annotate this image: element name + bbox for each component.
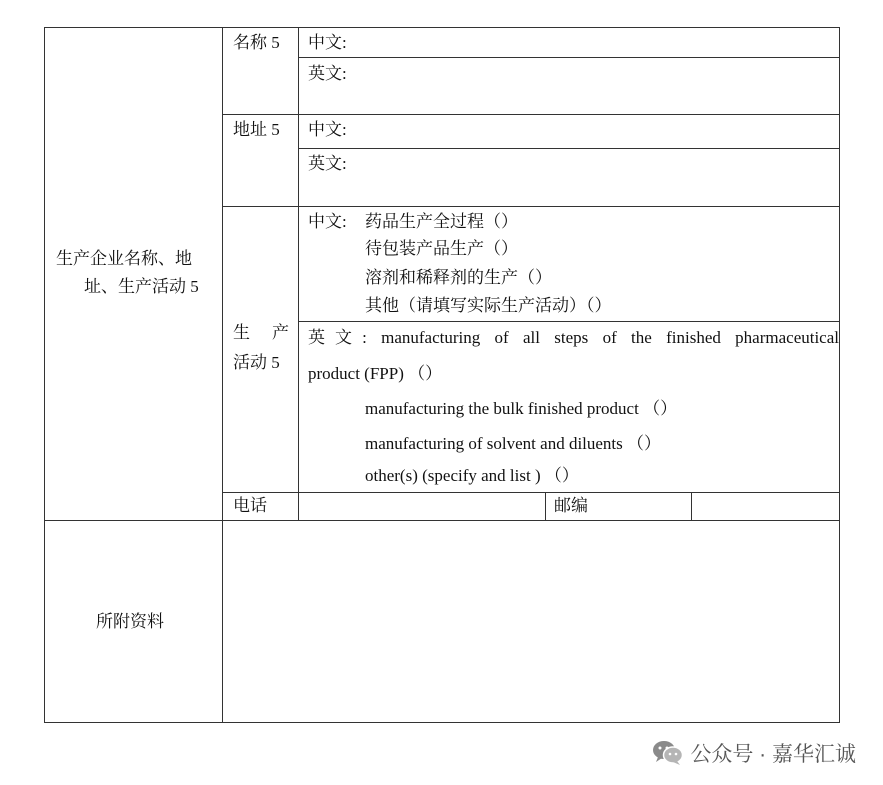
address-activity-divider (222, 206, 840, 207)
section-label-line2: 址、生产活动 5 (84, 277, 199, 296)
postcode-label: 邮编 (554, 496, 588, 515)
activity-label-line2: 活动 5 (233, 353, 280, 372)
column-divider-postcode-label (545, 492, 546, 520)
activity-label-char2: 产 (272, 323, 289, 342)
manufacturer-info-form (44, 27, 840, 723)
name-address-divider (222, 114, 840, 115)
address-label: 地址 5 (233, 120, 280, 139)
phone-label: 电话 (233, 496, 267, 515)
column-divider-label (222, 27, 223, 723)
activity-en-prefix: 英文: (308, 328, 367, 347)
activity-cn-option[interactable]: 药品生产全过程（） (365, 212, 518, 231)
name-cn-en-divider (298, 57, 840, 58)
address-cn-en-divider (298, 148, 840, 149)
table-border-bottom (44, 722, 840, 723)
address-en-field[interactable]: 英文: (308, 154, 347, 173)
watermark-text: 公众号 · 嘉华汇诚 (690, 743, 856, 766)
activity-cn-en-divider (298, 321, 840, 322)
table-border-left (44, 27, 45, 723)
activity-en-line1 (308, 329, 839, 346)
name-cn-field[interactable]: 中文: (308, 33, 347, 52)
activity-en-text[interactable]: manufacturing of all steps of the finished pharmaceutical (381, 328, 839, 347)
column-divider-postcode-value (691, 492, 692, 520)
activity-en-option[interactable]: manufacturing of solvent and diluents （） (365, 434, 662, 453)
section-label-line1: 生产企业名称、地 (56, 249, 192, 268)
activity-en-option[interactable]: manufacturing the bulk finished product （） (365, 399, 678, 418)
watermark (652, 738, 856, 768)
wechat-icon (652, 740, 684, 766)
address-cn-field[interactable]: 中文: (308, 120, 347, 139)
section-divider (44, 520, 840, 521)
activity-cn-prefix: 中文: (308, 212, 347, 231)
activity-cn-option[interactable]: 溶剂和稀释剂的生产（） (365, 268, 552, 287)
column-divider-sublabel (298, 27, 299, 520)
activity-phone-divider (222, 492, 840, 493)
activity-label-char1: 生 (233, 323, 250, 342)
attachments-label: 所附资料 (96, 612, 164, 631)
activity-en-line2[interactable]: product (FPP) （） (308, 364, 443, 383)
table-border-right (839, 27, 840, 723)
activity-cn-option[interactable]: 待包装产品生产（） (365, 239, 518, 258)
name-label: 名称 5 (233, 33, 280, 52)
name-en-field[interactable]: 英文: (308, 64, 347, 83)
activity-cn-option[interactable]: 其他（请填写实际生产活动）（） (365, 296, 612, 315)
table-border-top (44, 27, 840, 28)
activity-en-option[interactable]: other(s) (specify and list ) （） (365, 466, 579, 485)
